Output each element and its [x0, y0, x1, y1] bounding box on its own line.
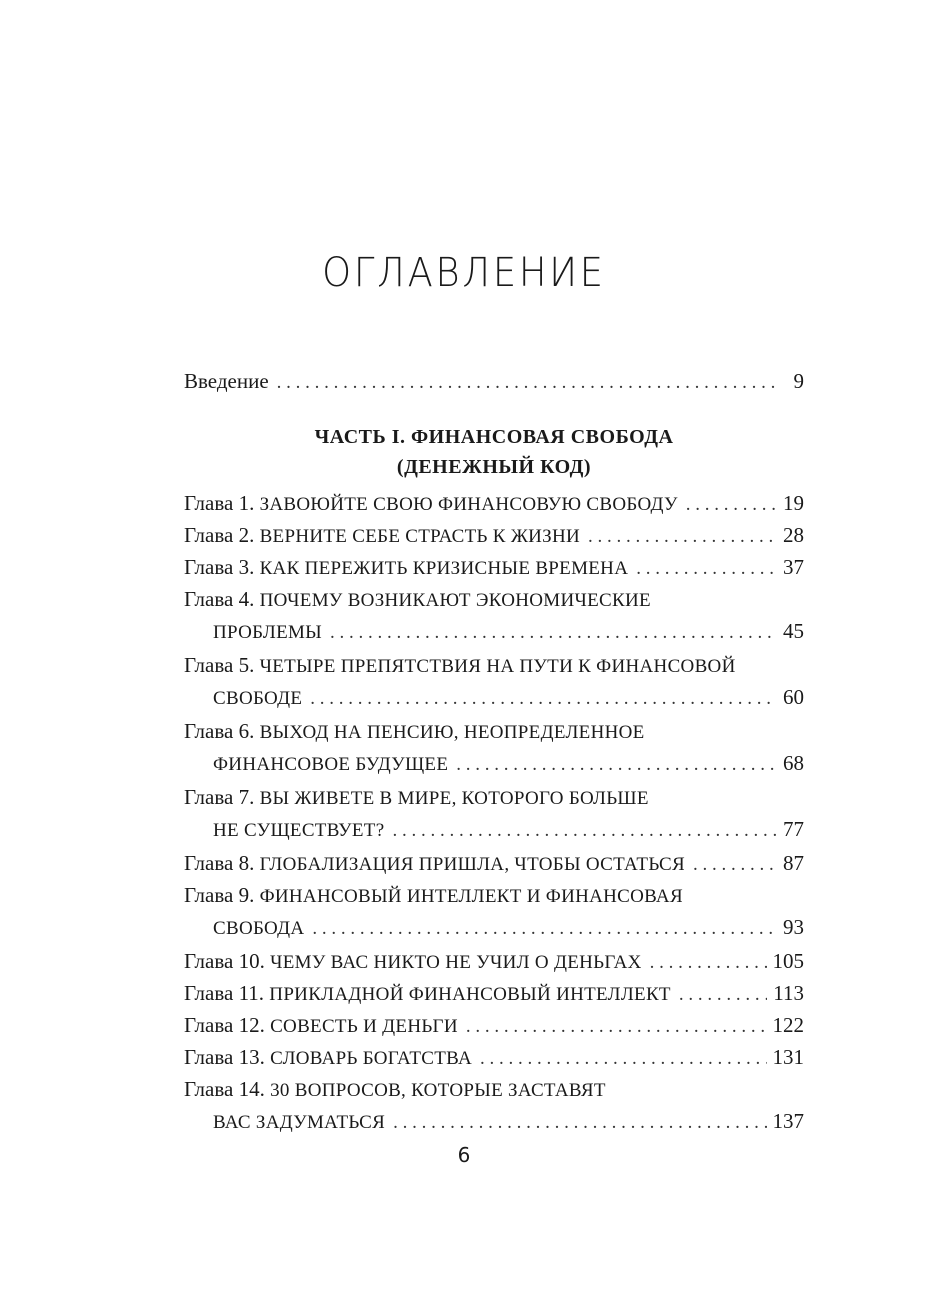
entry-page-number: 60 [783, 685, 804, 709]
entry-page-number: 68 [783, 751, 804, 775]
entry-page-number: 9 [793, 369, 804, 393]
chapter-prefix: Глава 3. [184, 555, 255, 579]
dot-leader [480, 1044, 767, 1074]
toc-entry-chapter-8[interactable] [184, 848, 804, 880]
chapter-title: СЛОВАРЬ БОГАТСТВА [270, 1048, 472, 1069]
chapter-title: 30 ВОПРОСОВ, КОТОРЫЕ ЗАСТАВЯТ [270, 1080, 606, 1101]
toc-entry-chapter-13[interactable] [184, 1042, 804, 1074]
entry-page-number: 37 [783, 555, 804, 579]
dot-leader [312, 914, 777, 944]
toc-entry-chapter-3[interactable] [184, 552, 804, 584]
chapter-title: КАК ПЕРЕЖИТЬ КРИЗИСНЫЕ ВРЕМЕНА [259, 558, 629, 579]
chapter-title-continuation: ПРОБЛЕМЫ [213, 622, 323, 643]
chapter-prefix: Глава 8. [184, 851, 255, 875]
chapter-title: ПОЧЕМУ ВОЗНИКАЮТ ЭКОНОМИЧЕСКИЕ [259, 590, 651, 611]
toc-entry-chapter-4[interactable] [184, 584, 804, 648]
chapter-title: ПРИКЛАДНОЙ ФИНАНСОВЫЙ ИНТЕЛЛЕКТ [269, 984, 671, 1005]
toc-entry-chapter-5[interactable] [184, 650, 804, 714]
toc-entry-chapter-9[interactable] [184, 880, 804, 944]
part-heading [184, 422, 804, 482]
chapter-prefix: Глава 12. [184, 1013, 265, 1037]
chapter-title: ГЛОБАЛИЗАЦИЯ ПРИШЛА, ЧТОБЫ ОСТАТЬСЯ [259, 854, 685, 875]
toc-entry-chapter-10[interactable] [184, 946, 804, 978]
chapter-prefix: Глава 1. [184, 491, 255, 515]
entry-page-number: 28 [783, 523, 804, 547]
dot-leader [456, 750, 777, 780]
entry-page-number: 122 [772, 1013, 804, 1037]
chapter-title: ЧЕМУ ВАС НИКТО НЕ УЧИЛ О ДЕНЬГАХ [270, 952, 642, 973]
toc-entry-chapter-11[interactable] [184, 978, 804, 1010]
chapter-title-continuation: ФИНАНСОВОЕ БУДУЩЕЕ [213, 754, 449, 775]
chapter-prefix: Глава 7. [184, 785, 255, 809]
dot-leader [693, 850, 777, 880]
chapter-title: ВЫХОД НА ПЕНСИЮ, НЕОПРЕДЕЛЕННОЕ [259, 722, 645, 743]
chapter-title: ЧЕТЫРЕ ПРЕПЯТСТВИЯ НА ПУТИ К ФИНАНСОВОЙ [259, 656, 736, 677]
chapter-title-continuation: НЕ СУЩЕСТВУЕТ? [213, 820, 385, 841]
chapter-title-continuation: СВОБОДА [213, 918, 305, 939]
chapter-title-continuation: ВАС ЗАДУМАТЬСЯ [213, 1112, 386, 1133]
toc-entry-chapter-14[interactable] [184, 1074, 804, 1138]
toc-entry-chapter-1[interactable] [184, 488, 804, 520]
dot-leader [679, 980, 767, 1010]
dot-leader [650, 948, 767, 978]
entry-page-number: 105 [772, 949, 804, 973]
chapter-title: ВЕРНИТЕ СЕБЕ СТРАСТЬ К ЖИЗНИ [259, 526, 581, 547]
chapter-title-continuation: СВОБОДЕ [213, 688, 303, 709]
part-heading-title: ЧАСТЬ I. ФИНАНСОВАЯ СВОБОДА [314, 426, 674, 448]
entry-page-number: 113 [773, 981, 804, 1005]
chapter-prefix: Глава 9. [184, 883, 255, 907]
chapter-title: СОВЕСТЬ И ДЕНЬГИ [270, 1016, 458, 1037]
entry-page-number: 93 [783, 915, 804, 939]
chapter-prefix: Глава 10. [184, 949, 265, 973]
entry-page-number: 19 [783, 491, 804, 515]
dot-leader [393, 1108, 766, 1138]
chapter-title: ЗАВОЮЙТЕ СВОЮ ФИНАНСОВУЮ СВОБОДУ [259, 494, 678, 515]
chapter-title: ФИНАНСОВЫЙ ИНТЕЛЛЕКТ И ФИНАНСОВАЯ [259, 886, 683, 907]
entry-page-number: 45 [783, 619, 804, 643]
chapter-prefix: Глава 13. [184, 1045, 265, 1069]
entry-page-number: 137 [772, 1109, 804, 1133]
dot-leader [392, 816, 777, 846]
entry-page-number: 131 [772, 1045, 804, 1069]
chapter-prefix: Глава 6. [184, 719, 255, 743]
chapter-prefix: Глава 4. [184, 587, 255, 611]
chapter-title: ВЫ ЖИВЕТЕ В МИРЕ, КОТОРОГО БОЛЬШЕ [259, 788, 649, 809]
chapter-prefix: Глава 5. [184, 653, 255, 677]
dot-leader [277, 368, 778, 398]
entry-page-number: 77 [783, 817, 804, 841]
dot-leader [466, 1012, 767, 1042]
toc-entry-chapter-2[interactable] [184, 520, 804, 552]
chapter-prefix: Глава 2. [184, 523, 255, 547]
page-number: 6 [457, 1143, 471, 1167]
dot-leader [588, 522, 777, 552]
entry-page-number: 87 [783, 851, 804, 875]
toc-entry-chapter-7[interactable] [184, 782, 804, 846]
dot-leader [636, 554, 777, 584]
dot-leader [310, 684, 777, 714]
dot-leader [330, 618, 777, 648]
table-of-contents [184, 366, 804, 1140]
page-title: ОГЛАВЛЕНИЕ [322, 250, 606, 296]
toc-entry-chapter-12[interactable] [184, 1010, 804, 1042]
chapter-prefix: Глава 11. [184, 981, 265, 1005]
entry-label: Введение [184, 369, 269, 393]
toc-entry-introduction[interactable] [184, 366, 804, 398]
dot-leader [686, 490, 777, 520]
toc-entry-chapter-6[interactable] [184, 716, 804, 780]
part-heading-subtitle: (ДЕНЕЖНЫЙ КОД) [396, 456, 592, 478]
chapter-prefix: Глава 14. [184, 1077, 265, 1101]
